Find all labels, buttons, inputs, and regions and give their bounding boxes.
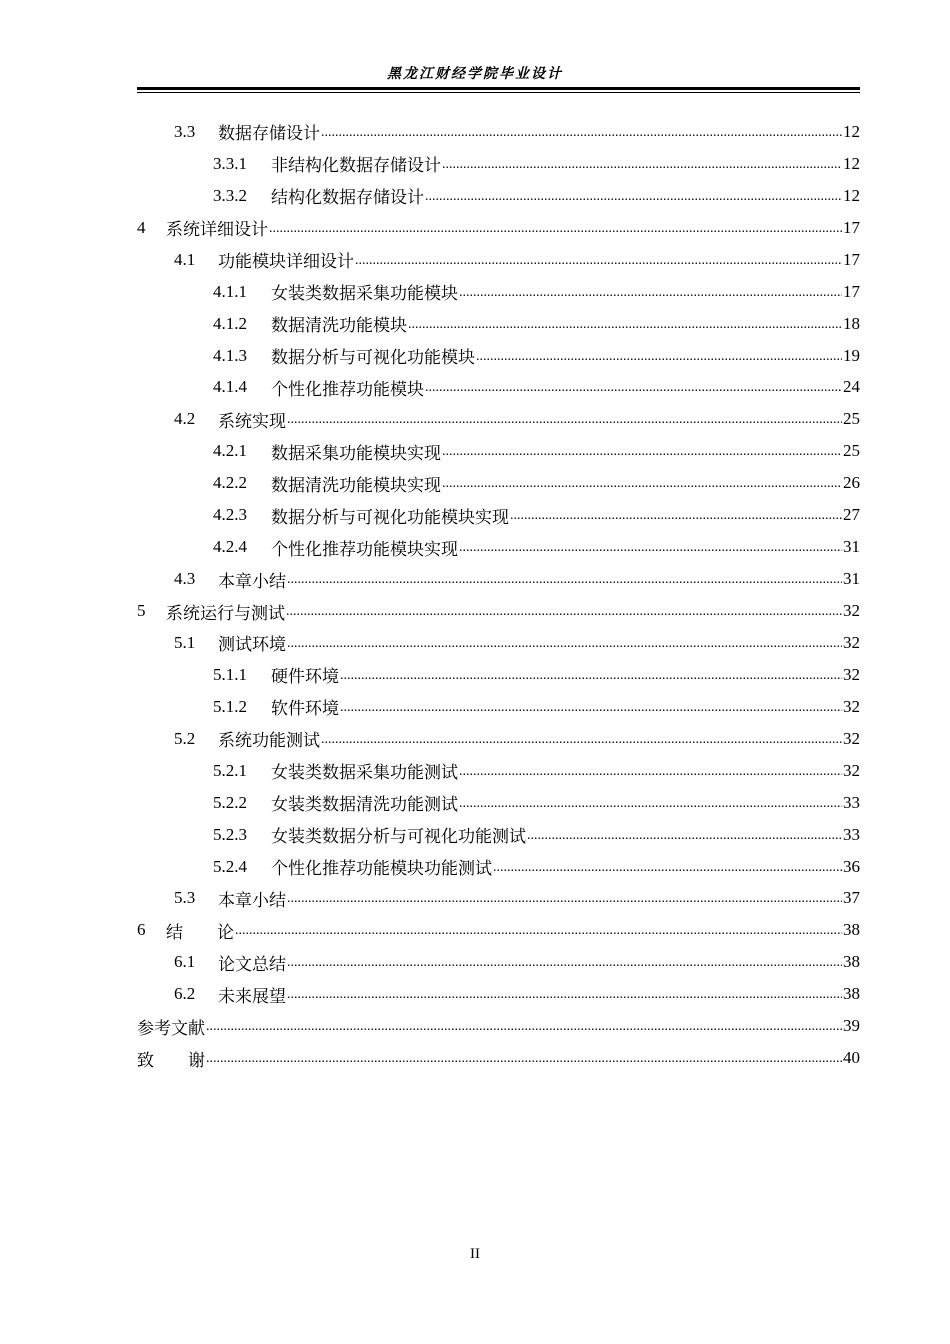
toc-entry-number: 4.1.4 xyxy=(213,377,247,397)
toc-dot-leader xyxy=(340,697,842,717)
toc-entry[interactable] xyxy=(137,212,860,244)
toc-entry-title: 系统功能测试 xyxy=(218,731,320,751)
toc-dot-leader xyxy=(476,346,842,366)
toc-entry-page: 37 xyxy=(843,888,860,908)
toc-entry-number: 5.2 xyxy=(174,728,196,748)
table-of-contents xyxy=(137,116,860,1074)
page-number: II xyxy=(470,1246,480,1262)
toc-dot-leader xyxy=(442,154,842,174)
toc-entry-page: 32 xyxy=(843,760,860,780)
toc-entry[interactable] xyxy=(137,403,860,435)
toc-dot-leader xyxy=(269,218,842,238)
toc-entry[interactable] xyxy=(137,467,860,499)
toc-entry-page: 32 xyxy=(843,632,860,652)
toc-dot-leader xyxy=(425,186,842,206)
toc-entry-title: 数据清洗功能模块 xyxy=(271,316,407,336)
toc-entry-title: 未来展望 xyxy=(218,986,286,1006)
toc-dot-leader xyxy=(527,825,842,845)
toc-entry[interactable] xyxy=(137,691,860,723)
toc-dot-leader xyxy=(459,761,842,781)
toc-entry-title: 结构化数据存储设计 xyxy=(271,188,424,208)
toc-entry-title: 数据采集功能模块实现 xyxy=(271,443,441,463)
toc-entry-page: 25 xyxy=(843,441,860,461)
toc-dot-leader xyxy=(287,409,842,429)
toc-entry-number: 5.1 xyxy=(174,632,196,652)
toc-entry[interactable] xyxy=(137,180,860,212)
toc-entry-number: 5.2.1 xyxy=(213,760,247,780)
toc-entry-page: 12 xyxy=(843,185,860,205)
toc-entry-title: 系统实现 xyxy=(218,411,286,431)
toc-dot-leader xyxy=(235,920,842,940)
toc-dot-leader xyxy=(206,1048,842,1068)
toc-entry[interactable] xyxy=(137,244,860,276)
toc-entry-number: 3.3 xyxy=(174,121,196,141)
header-rule-thick xyxy=(137,87,860,90)
toc-entry-title: 致 谢 xyxy=(137,1050,205,1070)
document-header-title: 黑龙江财经学院毕业设计 xyxy=(387,67,563,82)
toc-entry[interactable] xyxy=(137,819,860,851)
toc-entry-title: 数据分析与可视化功能模块实现 xyxy=(271,507,509,527)
toc-entry-title: 功能模块详细设计 xyxy=(218,252,354,272)
toc-entry-page: 19 xyxy=(843,345,860,365)
toc-dot-leader xyxy=(459,537,842,557)
toc-dot-leader xyxy=(286,601,842,621)
toc-entry-title: 个性化推荐功能模块 xyxy=(271,379,424,399)
toc-dot-leader xyxy=(493,857,842,877)
header-rule-thin xyxy=(137,92,860,93)
toc-entry-number: 4.2 xyxy=(174,409,196,429)
toc-entry-page: 33 xyxy=(843,792,860,812)
toc-entry-title: 软件环境 xyxy=(271,699,339,719)
toc-entry-title: 本章小结 xyxy=(218,571,286,591)
toc-entry-number: 5.3 xyxy=(174,888,196,908)
toc-entry-number: 4.3 xyxy=(174,569,196,589)
toc-dot-leader xyxy=(321,122,842,142)
toc-entry-number: 5.1.2 xyxy=(213,696,247,716)
toc-dot-leader xyxy=(287,984,842,1004)
toc-entry-page: 40 xyxy=(843,1048,860,1068)
toc-entry[interactable] xyxy=(137,978,860,1010)
toc-entry-number: 4.1 xyxy=(174,249,196,269)
toc-entry-page: 32 xyxy=(843,728,860,748)
toc-entry[interactable] xyxy=(137,883,860,915)
toc-entry-title: 女装类数据采集功能模块 xyxy=(271,284,458,304)
toc-entry[interactable] xyxy=(137,499,860,531)
toc-entry[interactable] xyxy=(137,531,860,563)
toc-entry[interactable] xyxy=(137,851,860,883)
toc-entry-number: 4.1.3 xyxy=(213,345,247,365)
toc-entry-page: 32 xyxy=(843,664,860,684)
toc-entry-title: 数据存储设计 xyxy=(218,124,320,144)
toc-entry-number: 5.1.1 xyxy=(213,664,247,684)
toc-entry-number: 4.2.4 xyxy=(213,537,247,557)
toc-entry-page: 24 xyxy=(843,377,860,397)
toc-entry-page: 38 xyxy=(843,984,860,1004)
toc-entry-page: 38 xyxy=(843,920,860,940)
toc-entry-number: 6 xyxy=(137,920,146,940)
toc-entry[interactable] xyxy=(137,755,860,787)
toc-entry-number: 3.3.2 xyxy=(213,185,247,205)
toc-entry-number: 4.2.3 xyxy=(213,505,247,525)
toc-entry[interactable] xyxy=(137,148,860,180)
toc-entry-number: 5 xyxy=(137,601,146,621)
toc-entry[interactable] xyxy=(137,435,860,467)
toc-entry[interactable] xyxy=(137,659,860,691)
toc-entry-page: 39 xyxy=(843,1016,860,1036)
toc-entry-number: 6.2 xyxy=(174,984,196,1004)
toc-entry-title: 女装类数据分析与可视化功能测试 xyxy=(271,827,526,847)
toc-dot-leader xyxy=(425,377,842,397)
toc-dot-leader xyxy=(442,473,842,493)
toc-entry-page: 26 xyxy=(843,473,860,493)
toc-dot-leader xyxy=(287,888,842,908)
toc-dot-leader xyxy=(287,633,842,653)
toc-entry-title: 结 论 xyxy=(166,922,234,942)
toc-entry-number: 4 xyxy=(137,217,146,237)
toc-entry-title: 个性化推荐功能模块实现 xyxy=(271,539,458,559)
toc-entry-page: 17 xyxy=(843,249,860,269)
toc-dot-leader xyxy=(321,729,842,749)
toc-entry[interactable] xyxy=(137,308,860,340)
toc-dot-leader xyxy=(442,441,842,461)
toc-dot-leader xyxy=(355,250,842,270)
toc-dot-leader xyxy=(206,1016,842,1036)
toc-entry-title: 测试环境 xyxy=(218,635,286,655)
toc-entry-page: 31 xyxy=(843,537,860,557)
toc-dot-leader xyxy=(408,314,842,334)
toc-dot-leader xyxy=(340,665,842,685)
toc-dot-leader xyxy=(459,793,842,813)
toc-entry-title: 女装类数据清洗功能测试 xyxy=(271,795,458,815)
toc-entry[interactable] xyxy=(137,723,860,755)
toc-entry-number: 5.2.3 xyxy=(213,824,247,844)
toc-entry-title: 硬件环境 xyxy=(271,667,339,687)
toc-entry-number: 4.1.1 xyxy=(213,281,247,301)
toc-entry[interactable] xyxy=(137,276,860,308)
toc-entry-number: 4.2.1 xyxy=(213,441,247,461)
toc-entry-title: 论文总结 xyxy=(218,954,286,974)
toc-entry-page: 25 xyxy=(843,409,860,429)
toc-entry-number: 6.1 xyxy=(174,952,196,972)
toc-entry-page: 17 xyxy=(843,217,860,237)
toc-entry-number: 4.2.2 xyxy=(213,473,247,493)
toc-entry-title: 数据清洗功能模块实现 xyxy=(271,475,441,495)
toc-dot-leader xyxy=(287,952,842,972)
toc-entry-page: 31 xyxy=(843,569,860,589)
toc-entry-number: 3.3.1 xyxy=(213,153,247,173)
toc-entry-page: 32 xyxy=(843,696,860,716)
toc-entry-title: 本章小结 xyxy=(218,890,286,910)
toc-entry[interactable] xyxy=(137,595,860,627)
toc-entry-page: 38 xyxy=(843,952,860,972)
toc-dot-leader xyxy=(510,505,842,525)
toc-entry[interactable] xyxy=(137,563,860,595)
toc-entry-title: 系统详细设计 xyxy=(166,220,268,240)
toc-entry[interactable] xyxy=(137,1042,860,1074)
toc-entry-title: 系统运行与测试 xyxy=(166,603,285,623)
toc-entry-title: 非结构化数据存储设计 xyxy=(271,156,441,176)
toc-entry-title: 数据分析与可视化功能模块 xyxy=(271,348,475,368)
toc-entry-page: 12 xyxy=(843,121,860,141)
toc-dot-leader xyxy=(459,282,842,302)
toc-entry[interactable] xyxy=(137,914,860,946)
toc-entry[interactable] xyxy=(137,787,860,819)
toc-entry-page: 33 xyxy=(843,824,860,844)
toc-entry-page: 27 xyxy=(843,505,860,525)
toc-entry-title: 女装类数据采集功能测试 xyxy=(271,763,458,783)
toc-entry-page: 12 xyxy=(843,153,860,173)
toc-entry[interactable] xyxy=(137,1010,860,1042)
toc-entry[interactable] xyxy=(137,627,860,659)
toc-entry[interactable] xyxy=(137,116,860,148)
toc-dot-leader xyxy=(287,569,842,589)
toc-entry[interactable] xyxy=(137,372,860,404)
toc-entry-page: 32 xyxy=(843,601,860,621)
toc-entry-title: 个性化推荐功能模块功能测试 xyxy=(271,859,492,879)
toc-entry-page: 17 xyxy=(843,281,860,301)
toc-entry-number: 5.2.4 xyxy=(213,856,247,876)
toc-entry-number: 4.1.2 xyxy=(213,313,247,333)
toc-entry-page: 36 xyxy=(843,856,860,876)
toc-entry[interactable] xyxy=(137,340,860,372)
toc-entry-title: 参考文献 xyxy=(137,1018,205,1038)
toc-entry-page: 18 xyxy=(843,313,860,333)
toc-entry-number: 5.2.2 xyxy=(213,792,247,812)
toc-entry[interactable] xyxy=(137,946,860,978)
